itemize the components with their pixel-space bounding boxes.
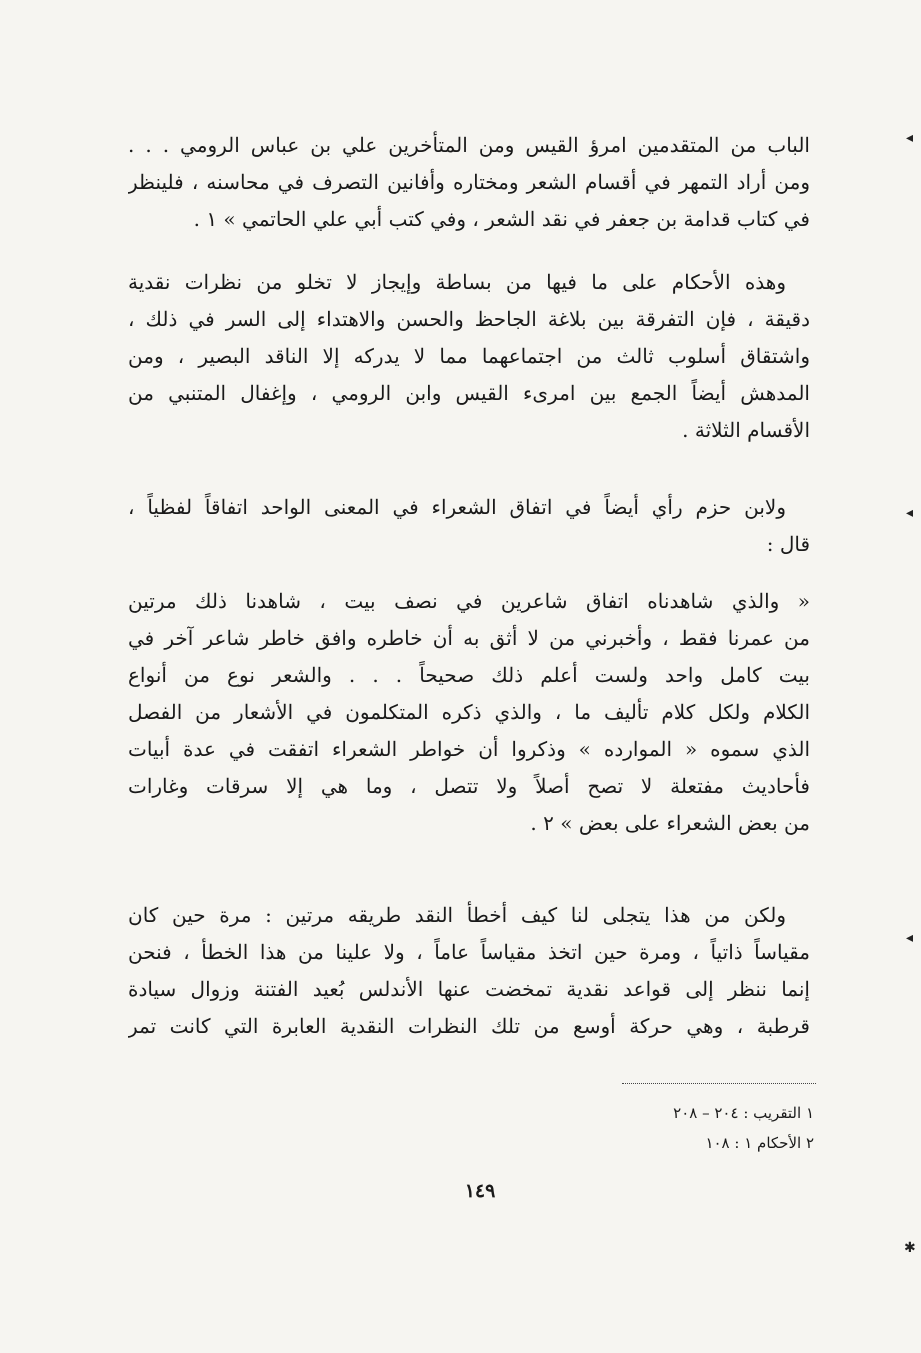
text-line: في كتاب قدامة بن جعفر في نقد الشعر ، وفي كتب أبي علي الحاتمي » ١ . <box>193 207 810 231</box>
text-line: ومن أراد التمهر في أقسام الشعر ومختاره وأفانين التصرف في محاسنه ، فلينظر <box>128 170 810 194</box>
text-line: قرطبة ، وهي حركة أوسع من تلك النظرات النقدية العابرة التي كانت تمر <box>128 1014 810 1038</box>
edge-mark-middle: ◂ <box>906 505 914 521</box>
text-line: مقياساً ذاتياً ، ومرة حين اتخذ مقياساً عاماً ، ولا علينا من هذا الخطأ ، فنحن <box>128 940 810 964</box>
text-line: من عمرنا فقط ، وأخبرني من لا أثق به أن خاطره وافق خاطر شاعر آخر في <box>128 626 810 650</box>
text-line: الذي سموه « الموارده » وذكروا أن خواطر الشعراء اتفقت في عدة أبيات <box>128 737 810 761</box>
text-line: دقيقة ، فإن التفرقة بين بلاغة الجاحظ والحسن والاهتداء إلى السر في ذلك ، <box>128 307 810 331</box>
footnotes <box>560 1098 814 1158</box>
text-line: ولكن من هذا يتجلى لنا كيف أخطأ النقد طريقه مرتين : مرة حين كان <box>128 903 786 927</box>
text-line: ولابن حزم رأي أيضاً في اتفاق الشعراء في المعنى الواحد اتفاقاً لفظياً ، <box>128 495 786 519</box>
footnote-divider <box>622 1083 816 1084</box>
text-line: الأقسام الثلاثة . <box>682 418 810 442</box>
page-number: ١٤٩ <box>464 1180 496 1202</box>
edge-mark-lower: ◂ <box>906 930 914 946</box>
paragraph-continuation <box>128 127 810 238</box>
paragraph-quotation <box>128 583 810 842</box>
edge-mark-top: ◂ <box>906 130 914 146</box>
footnote-1: ١ التقريب : ٢٠٤ – ٢٠٨ <box>673 1104 814 1122</box>
text-line: « والذي شاهدناه اتفاق شاعرين في نصف بيت ، شاهدنا ذلك مرتين <box>128 589 810 613</box>
text-line: المدهش أيضاً الجمع بين امرىء القيس وابن الرومي ، وإغفال المتنبي من <box>128 381 810 405</box>
edge-mark-bottom: ✱ <box>904 1240 916 1256</box>
text-line: فأحاديث مفتعلة لا تصح أصلاً ولا تتصل ، وما هي إلا سرقات وغارات <box>128 774 810 798</box>
text-line: الباب من المتقدمين امرؤ القيس ومن المتأخرين علي بن عباس الرومي . . . <box>128 133 810 157</box>
text-line: قال : <box>766 532 810 556</box>
text-line: من بعض الشعراء على بعض » ٢ . <box>530 811 810 835</box>
text-line: إنما ننظر إلى قواعد نقدية تمخضت عنها الأندلس بُعيد الفتنة وزوال سيادة <box>128 977 810 1001</box>
text-line: بيت كامل واحد ولست أعلم ذلك صحيحاً . . . والشعر نوع من أنواع <box>128 663 810 687</box>
paragraph-ahkam <box>128 264 810 449</box>
paragraph-ibn-hazm <box>128 489 810 563</box>
footnote-2: ٢ الأحكام ١ : ١٠٨ <box>705 1134 814 1152</box>
text-line: وهذه الأحكام على ما فيها من بساطة وإيجاز لا تخلو من نظرات نقدية <box>128 270 786 294</box>
text-line: واشتقاق أسلوب ثالث من اجتماعهما مما لا يدركه إلا الناقد البصير ، ومن <box>128 344 810 368</box>
text-line: الكلام ولكل كلام تأليف ما ، والذي ذكره المتكلمون في الأشعار من الفصل <box>128 700 810 724</box>
paragraph-critique <box>128 897 810 1045</box>
